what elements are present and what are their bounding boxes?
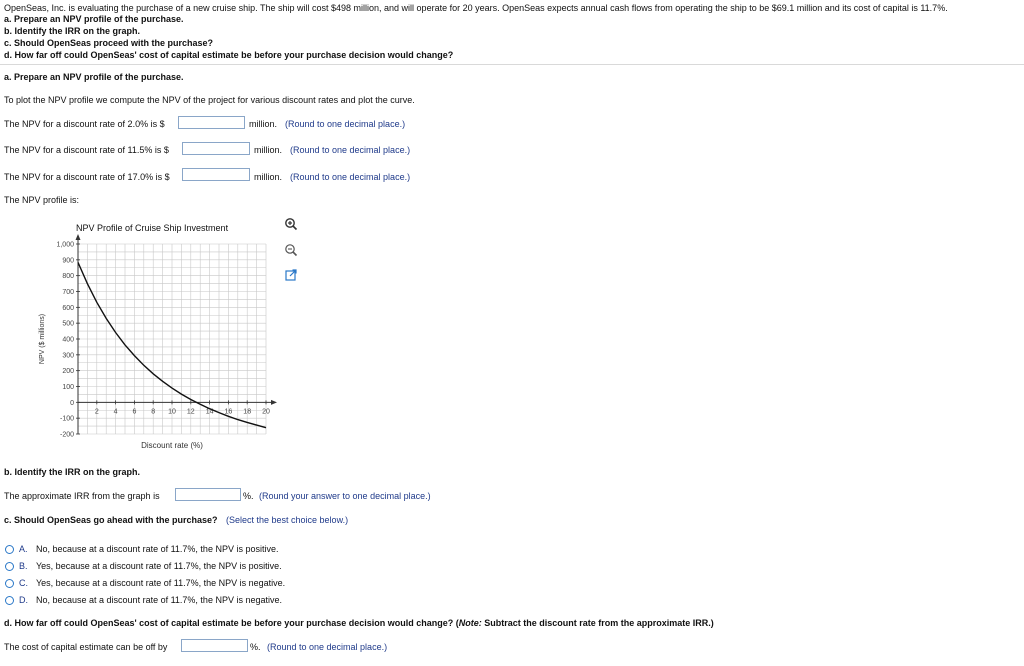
option-b-text[interactable]: Yes, because at a discount rate of 11.7%, the NPV is positive.	[36, 561, 282, 571]
npv-row-3-hint: (Round to one decimal place.)	[290, 172, 411, 182]
y-axis-label: NPV ($ millions)	[39, 313, 46, 365]
cost-capital-suffix: %.	[250, 642, 261, 652]
npv-row-2-prefix: The NPV for a discount rate of 11.5% is $	[4, 145, 169, 155]
part-d-heading	[4, 618, 714, 629]
problem-part-b: b. Identify the IRR on the graph.	[4, 26, 140, 36]
option-c-radio[interactable]	[5, 579, 14, 588]
option-b-letter: B.	[19, 561, 28, 571]
x-tick-label: 12	[186, 408, 195, 416]
part-a-instruction: To plot the NPV profile we compute the NPV of the project for various discount rates and plot the curve.	[4, 95, 415, 105]
part-b-heading: b. Identify the IRR on the graph.	[4, 467, 140, 477]
cost-capital-hint: (Round to one decimal place.)	[267, 642, 388, 652]
y-tick-label: -200	[59, 431, 74, 439]
x-tick-label: 6	[132, 408, 137, 416]
option-d-radio[interactable]	[5, 596, 14, 605]
y-tick-labels	[56, 242, 80, 439]
part-d-heading-note: Subtract the discount rate from the approximate IRR.)	[481, 618, 714, 628]
x-tick-label: 18	[243, 408, 252, 416]
option-c-text[interactable]: Yes, because at a discount rate of 11.7%, the NPV is negative.	[36, 578, 286, 588]
zoom-out-icon[interactable]	[284, 243, 298, 257]
x-tick-label: 10	[168, 408, 176, 416]
part-a-heading: a. Prepare an NPV profile of the purchase.	[4, 72, 184, 82]
y-tick-label: 0	[70, 399, 74, 407]
irr-prefix: The approximate IRR from the graph is	[4, 491, 160, 501]
divider	[0, 64, 1024, 65]
irr-suffix: %.	[243, 491, 254, 501]
npv-row-3-unit: million.	[254, 172, 283, 182]
npv-row-1-unit: million.	[249, 119, 278, 129]
option-a-radio[interactable]	[5, 545, 14, 554]
problem-intro: OpenSeas, Inc. is evaluating the purchase of a new cruise ship. The ship will cost $498 million, and will operate for 20 years. OpenSeas expects annual cash flows from operating the ship to be $69.1 million and its cost of capital is 11.7%.	[4, 3, 948, 13]
y-tick-label: 300	[62, 352, 74, 360]
x-axis-arrow	[271, 400, 277, 405]
option-a-letter: A.	[19, 544, 28, 554]
y-tick-label: 800	[62, 273, 74, 281]
popout-icon[interactable]	[284, 268, 298, 282]
part-c-heading: c. Should OpenSeas go ahead with the purchase?	[4, 515, 218, 525]
y-tick-label: 200	[62, 368, 74, 376]
y-tick-label: 400	[62, 336, 74, 344]
y-tick-label: 500	[62, 320, 74, 328]
zoom-in-icon[interactable]	[284, 217, 298, 231]
npv-row-3-prefix: The NPV for a discount rate of 17.0% is $	[4, 172, 170, 182]
y-tick-label: 600	[62, 304, 74, 312]
part-d-note-label: Note:	[458, 618, 482, 628]
chart-title: NPV Profile of Cruise Ship Investment	[76, 223, 229, 233]
npv-profile-label: The NPV profile is:	[4, 195, 80, 205]
npv-2-0-input[interactable]	[178, 116, 245, 129]
x-tick-label: 4	[113, 408, 118, 416]
part-d-heading-main: d. How far off could OpenSeas' cost of capital estimate be before your purchase decision would change? (	[4, 618, 459, 628]
cost-capital-prefix: The cost of capital estimate can be off by	[4, 642, 168, 652]
npv-row-1-hint: (Round to one decimal place.)	[285, 119, 406, 129]
npv-row-2-unit: million.	[254, 145, 283, 155]
npv-row-2-hint: (Round to one decimal place.)	[290, 145, 411, 155]
y-tick-label: 100	[62, 384, 74, 391]
problem-part-a: a. Prepare an NPV profile of the purchase.	[4, 14, 184, 24]
cost-capital-input[interactable]	[181, 639, 248, 652]
option-d-text[interactable]: No, because at a discount rate of 11.7%, the NPV is negative.	[36, 595, 282, 605]
y-axis-arrow	[76, 234, 81, 240]
npv-11-5-input[interactable]	[182, 142, 250, 155]
x-tick-label: 14	[205, 408, 214, 416]
y-tick-label: -100	[59, 415, 74, 423]
irr-input[interactable]	[175, 488, 241, 501]
option-d-letter: D.	[19, 595, 28, 605]
x-axis-label: Discount rate (%)	[141, 441, 203, 450]
option-a-text[interactable]: No, because at a discount rate of 11.7%, the NPV is positive.	[36, 544, 279, 554]
problem-part-c: c. Should OpenSeas proceed with the purchase?	[4, 38, 214, 48]
part-c-hint: (Select the best choice below.)	[226, 515, 349, 525]
npv-17-0-input[interactable]	[182, 168, 250, 181]
problem-part-d: d. How far off could OpenSeas' cost of capital estimate be before your purchase decision would change?	[4, 50, 454, 60]
irr-hint: (Round your answer to one decimal place.)	[259, 491, 431, 501]
x-tick-label: 2	[94, 408, 99, 416]
x-tick-label: 8	[151, 408, 156, 416]
x-tick-label: 20	[262, 408, 270, 416]
option-b-radio[interactable]	[5, 562, 14, 571]
x-tick-label: 16	[224, 408, 233, 416]
y-tick-label: 700	[62, 289, 74, 296]
option-c-letter: C.	[19, 578, 28, 588]
y-tick-label: 900	[62, 257, 74, 265]
y-tick-label: 1,000	[56, 241, 74, 249]
chart-grid	[78, 244, 266, 434]
npv-row-1-prefix: The NPV for a discount rate of 2.0% is $	[4, 119, 165, 129]
